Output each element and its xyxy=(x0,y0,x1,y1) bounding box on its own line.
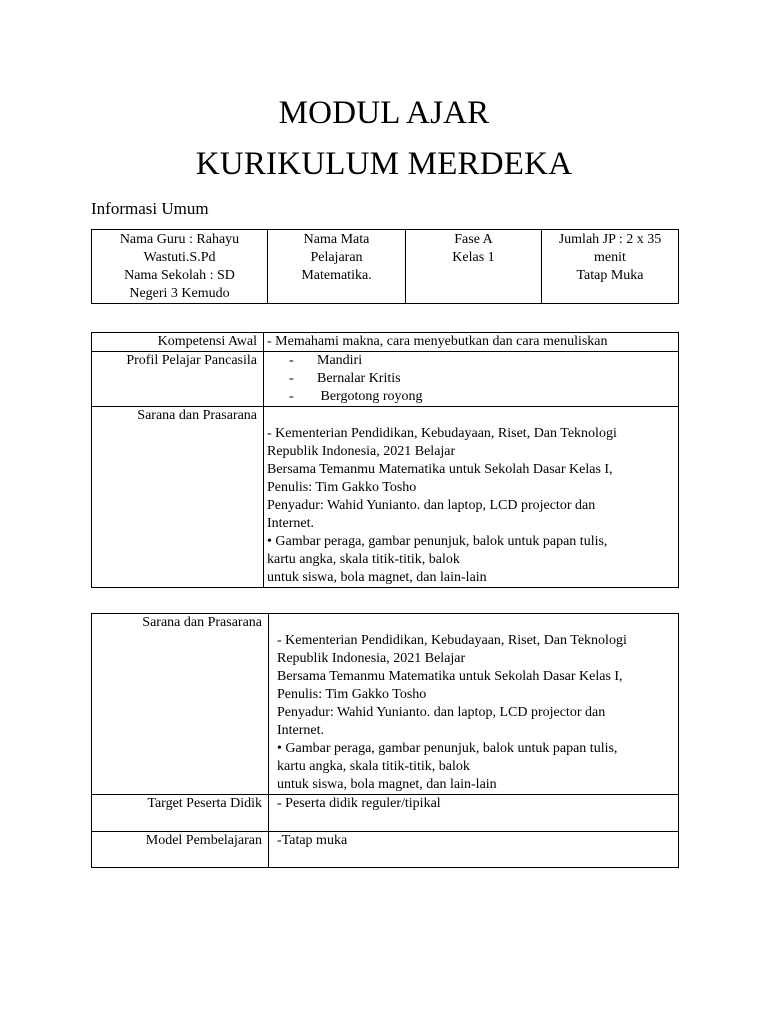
table-row xyxy=(92,230,679,304)
sarana-prasarana-label: Sarana dan Prasarana xyxy=(92,614,269,795)
cell-text: Internet. xyxy=(277,723,325,738)
cell-text: Wastuti.S.Pd xyxy=(143,250,216,265)
cell-text: Republik Indonesia, 2021 Belajar xyxy=(267,444,456,459)
table-row xyxy=(92,795,679,832)
cell-text: kartu angka, skala titik-titik, balok xyxy=(277,759,470,774)
cell-text: Bersama Temanmu Matematika untuk Sekolah Dasar Kelas I, xyxy=(267,462,613,477)
phase-class-cell xyxy=(406,230,542,304)
list-item: - Mandiri xyxy=(289,353,363,368)
table-row xyxy=(92,352,679,407)
cell-text: untuk siswa, bola magnet, dan lain-lain xyxy=(267,570,487,585)
lesson-hours-cell xyxy=(542,230,679,304)
cell-text: Jumlah JP : 2 x 35 xyxy=(558,232,662,247)
general-info-table xyxy=(91,229,679,304)
cell-text: Penulis: Tim Gakko Tosho xyxy=(277,687,427,702)
cell-text: Penyadur: Wahid Yunianto. dan laptop, LCD projector dan xyxy=(267,498,596,513)
cell-text: Republik Indonesia, 2021 Belajar xyxy=(277,651,466,666)
kompetensi-awal-label: Kompetensi Awal xyxy=(92,333,264,352)
cell-text: Nama Guru : Rahayu xyxy=(119,232,240,247)
cell-text: Negeri 3 Kemudo xyxy=(129,286,230,301)
cell-text: Bersama Temanmu Matematika untuk Sekolah Dasar Kelas I, xyxy=(277,669,623,684)
table-row xyxy=(92,333,679,352)
cell-text: Tatap Muka xyxy=(576,268,644,283)
cell-text: Matematika. xyxy=(301,268,372,283)
target-peserta-label: Target Peserta Didik xyxy=(92,795,269,832)
cell-text: Penulis: Tim Gakko Tosho xyxy=(267,480,417,495)
cell-text: • Gambar peraga, gambar penunjuk, balok untuk papan tulis, xyxy=(277,741,618,756)
table-row xyxy=(92,407,679,588)
document-title-line-2: KURIKULUM MERDEKA xyxy=(195,146,573,182)
document-title-line-1: MODUL AJAR xyxy=(278,95,490,131)
subject-cell xyxy=(268,230,406,304)
facilities-table xyxy=(91,613,679,868)
cell-text: kartu angka, skala titik-titik, balok xyxy=(267,552,460,567)
kompetensi-awal-value: - Memahami makna, cara menyebutkan dan cara menuliskan xyxy=(264,333,679,352)
cell-text: untuk siswa, bola magnet, dan lain-lain xyxy=(277,777,497,792)
section-heading: Informasi Umum xyxy=(91,199,209,218)
list-item: - Bergotong royong xyxy=(289,389,423,404)
cell-text: Pelajaran xyxy=(310,250,363,265)
cell-text: Kelas 1 xyxy=(452,250,495,265)
cell-text: Penyadur: Wahid Yunianto. dan laptop, LCD projector dan xyxy=(277,705,606,720)
sarana-prasarana-value xyxy=(264,407,679,588)
cell-text: Nama Sekolah : SD xyxy=(124,268,235,283)
sarana-prasarana-label: Sarana dan Prasarana xyxy=(92,407,264,588)
sarana-prasarana-value xyxy=(269,614,679,795)
cell-text: - Kementerian Pendidikan, Kebudayaan, Riset, Dan Teknologi xyxy=(277,633,627,648)
table-row xyxy=(92,832,679,868)
table-row xyxy=(92,614,679,795)
model-pembelajaran-value: -Tatap muka xyxy=(269,832,679,868)
cell-text: menit xyxy=(594,250,626,265)
cell-text: - Kementerian Pendidikan, Kebudayaan, Riset, Dan Teknologi xyxy=(267,426,617,441)
teacher-school-cell xyxy=(92,230,268,304)
target-peserta-value: - Peserta didik reguler/tipikal xyxy=(269,795,679,832)
profil-pelajar-label: Profil Pelajar Pancasila xyxy=(92,352,264,407)
cell-text: • Gambar peraga, gambar penunjuk, balok untuk papan tulis, xyxy=(267,534,608,549)
cell-text: Internet. xyxy=(267,516,315,531)
cell-text: Fase A xyxy=(454,232,493,247)
list-item: - Bernalar Kritis xyxy=(289,371,401,386)
model-pembelajaran-label: Model Pembelajaran xyxy=(92,832,269,868)
competency-table xyxy=(91,332,679,588)
profil-pelajar-list xyxy=(264,352,679,407)
cell-text: Nama Mata xyxy=(303,232,370,247)
